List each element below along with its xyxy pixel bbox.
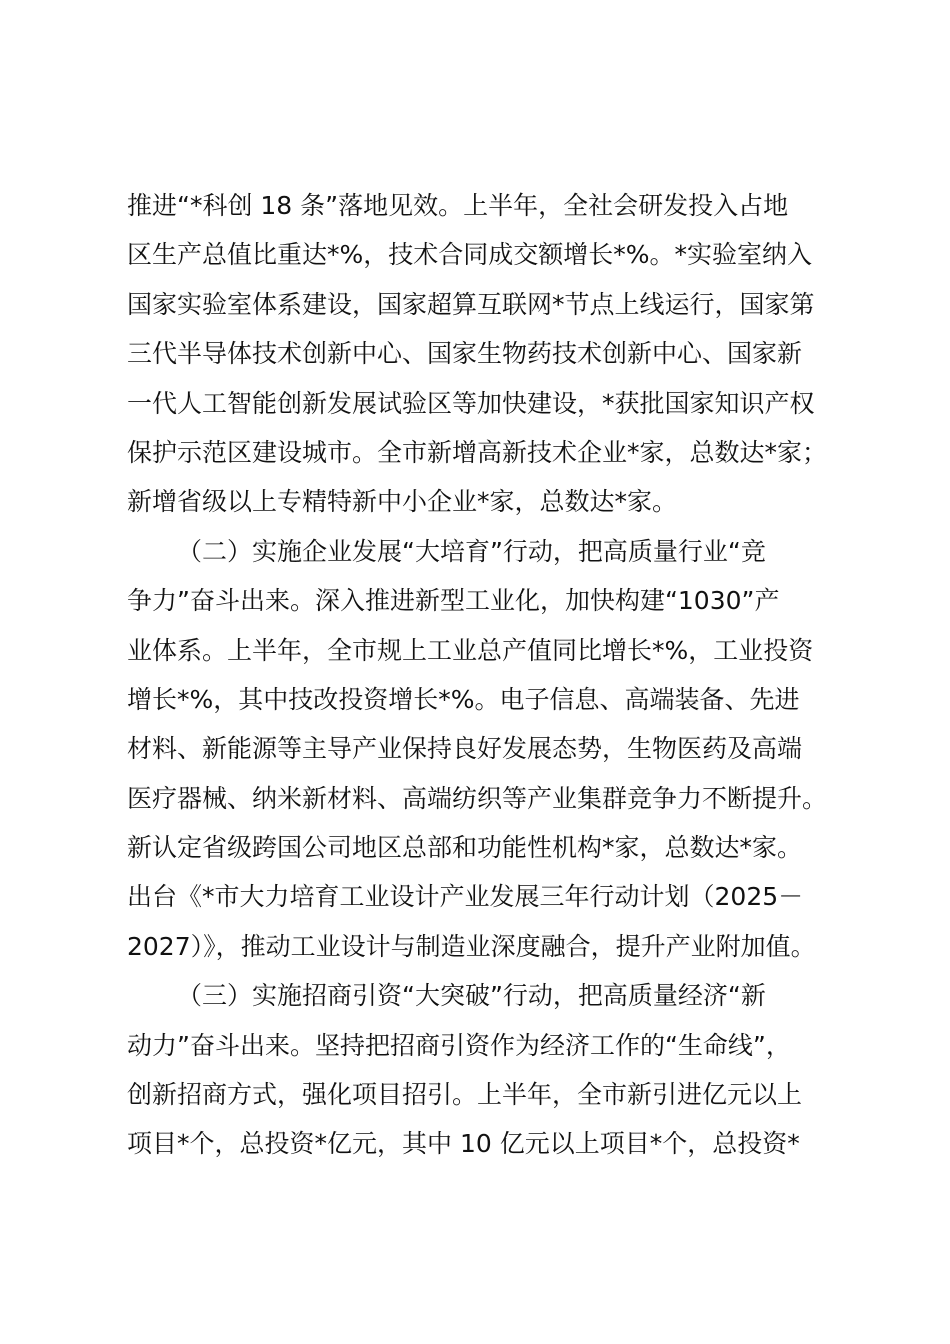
paragraph-1 [127, 181, 837, 527]
text-line: 动力”奋斗出来。坚持把招商引资作为经济工作的“生命线”， [127, 1030, 791, 1060]
text-line: 增长*%，其中技改投资增长*%。电子信息、高端装备、先进 [127, 684, 800, 714]
text-line: 业体系。上半年，全市规上工业总产值同比增长*%，工业投资 [127, 635, 814, 665]
text-line: 2027）》，推动工业设计与制造业深度融合，提升产业附加值。 [127, 931, 816, 961]
text-line: 三代半导体技术创新中心、国家生物药技术创新中心、国家新 [127, 339, 803, 369]
text-line: 新认定省级跨国公司地区总部和功能性机构*家，总数达*家。 [127, 833, 803, 863]
text-line: 出台《*市大力培育工业设计产业发展三年行动计划（2025－ [127, 882, 804, 912]
text-line: 区生产总值比重达*%，技术合同成交额增长*%。*实验室纳入 [127, 240, 813, 270]
paragraph-2 [127, 527, 837, 972]
text-line: （三）实施招商引资“大突破”行动，把高质量经济“新 [177, 981, 766, 1011]
text-line: 医疗器械、纳米新材料、高端纺织等产业集群竞争力不断提升。 [127, 783, 828, 813]
text-line: 项目*个，总投资*亿元，其中 10 亿元以上项目*个，总投资* [127, 1129, 800, 1159]
text-line: 新增省级以上专精特新中小企业*家，总数达*家。 [127, 487, 678, 517]
text-line: 材料、新能源等主导产业保持良好发展态势，生物医药及高端 [127, 734, 803, 764]
paragraph-3 [127, 971, 837, 1169]
text-line: 争力”奋斗出来。深入推进新型工业化，加快构建“1030”产 [127, 586, 780, 616]
text-line: 创新招商方式，强化项目招引。上半年，全市新引进亿元以上 [127, 1080, 803, 1110]
text-line: 保护示范区建设城市。全市新增高新技术企业*家，总数达*家； [127, 437, 828, 467]
text-line: 一代人工智能创新发展试验区等加快建设，*获批国家知识产权 [127, 388, 815, 418]
body-text [127, 181, 837, 1169]
text-line: 推进“*科创 18 条”落地见效。上半年，全社会研发投入占地 [127, 191, 789, 220]
text-line: 国家实验室体系建设，国家超算互联网*节点上线运行，国家第 [127, 289, 815, 319]
text-line: （二）实施企业发展“大培育”行动，把高质量行业“竞 [177, 536, 766, 566]
